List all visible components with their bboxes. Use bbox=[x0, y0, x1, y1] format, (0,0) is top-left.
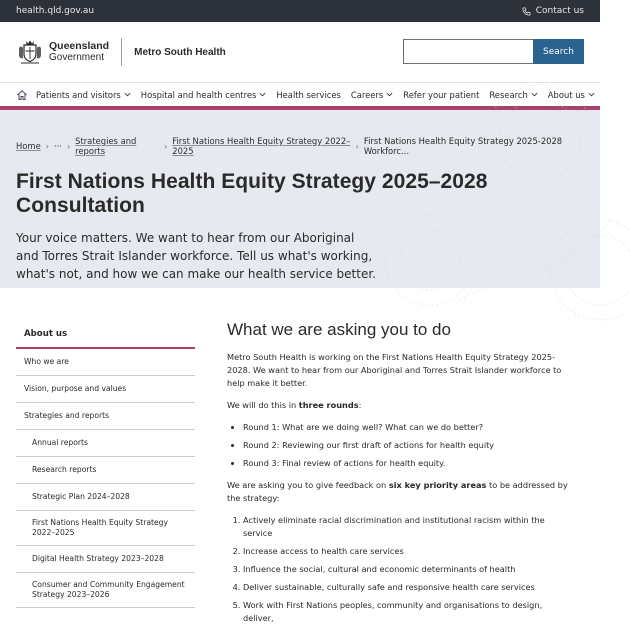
nav-health-services[interactable]: Health services bbox=[276, 89, 341, 100]
sidebar-item-who-we-are[interactable]: Who we are bbox=[16, 349, 195, 376]
search-form bbox=[403, 39, 584, 64]
queensland-government-wordmark[interactable] bbox=[49, 41, 109, 63]
main-article bbox=[227, 320, 572, 634]
chevron-down-icon bbox=[259, 91, 266, 98]
page-banner bbox=[0, 110, 600, 288]
chevron-down-icon bbox=[588, 91, 595, 98]
contact-link[interactable] bbox=[522, 6, 584, 16]
nav-refer-patient[interactable]: Refer your patient bbox=[403, 89, 480, 100]
intro-paragraph: Metro South Health is working on the First Nations Health Equity Strategy 2025-2028. We want to hear from our Aboriginal and Torres Strait Islander workforce to help make it better. bbox=[227, 352, 562, 388]
nav-hospital-health-centres[interactable]: Hospital and health centres bbox=[141, 90, 267, 100]
site-header bbox=[0, 22, 600, 82]
sidebar-heading[interactable]: About us bbox=[16, 321, 195, 349]
page-title: First Nations Health Equity Strategy 2025–2028 Consultation bbox=[16, 170, 488, 217]
search-button[interactable]: Search bbox=[533, 39, 584, 64]
org-name[interactable]: Metro South Health bbox=[134, 46, 226, 58]
site-link[interactable]: health.qld.gov.au bbox=[16, 6, 95, 16]
chevron-down-icon bbox=[531, 91, 538, 98]
chevron-down-icon bbox=[386, 91, 393, 98]
home-icon bbox=[16, 89, 28, 101]
list-item: 1. Actively eliminate racial discrimination and institutional racism within the service bbox=[243, 514, 572, 540]
sidebar-item-digital-health[interactable]: Digital Health Strategy 2023–2028 bbox=[16, 546, 195, 573]
breadcrumb-more[interactable]: ··· bbox=[53, 141, 62, 151]
sidebar-item-vision[interactable]: Vision, purpose and values bbox=[16, 376, 195, 403]
breadcrumb-separator-icon: › bbox=[66, 141, 71, 151]
sidebar-item-consumer-engagement[interactable]: Consumer and Community Engagement Strategy 2023–2026 bbox=[16, 573, 195, 608]
sidebar-item-fn-strategy[interactable]: First Nations Health Equity Strategy 2022–2025 bbox=[16, 511, 195, 546]
rounds-list bbox=[243, 421, 572, 470]
breadcrumb-fn-strategy[interactable]: First Nations Health Equity Strategy 2022–2025 bbox=[172, 136, 351, 156]
sidebar-item-strategic-plan[interactable]: Strategic Plan 2024–2028 bbox=[16, 484, 195, 511]
nav-about-us[interactable]: About us bbox=[548, 90, 595, 100]
list-item: 5. Work with First Nations peoples, community and organisations to design, deliver, bbox=[243, 599, 572, 625]
sidebar-item-annual-reports[interactable]: Annual reports bbox=[16, 430, 195, 457]
list-item: 4. Deliver sustainable, culturally safe and responsive health care services bbox=[243, 581, 572, 594]
sidebar-item-strategies[interactable]: Strategies and reports bbox=[16, 403, 195, 430]
nav-patients-visitors[interactable]: Patients and visitors bbox=[36, 90, 131, 100]
list-item: 2. Increase access to health care services bbox=[243, 545, 572, 558]
queensland-crest-icon[interactable] bbox=[16, 38, 44, 66]
breadcrumb-separator-icon: › bbox=[355, 141, 359, 151]
search-input[interactable] bbox=[403, 39, 533, 64]
breadcrumb-current: First Nations Health Equity Strategy 2025-2028 Workforc... bbox=[363, 136, 563, 156]
logo-divider bbox=[121, 38, 122, 66]
page-lead: Your voice matters. We want to hear from our Aboriginal and Torres Strait Islander workforce. Tell us what's working, what's not, and how we can make our health service better. bbox=[16, 231, 376, 281]
breadcrumb bbox=[16, 136, 584, 156]
sidebar-item-research-reports[interactable]: Research reports bbox=[16, 457, 195, 484]
priorities-intro: We are asking you to give feedback on six key priority areas to be addressed by the strategy: bbox=[227, 480, 568, 503]
section-heading: What we are asking you to do bbox=[227, 320, 451, 339]
utility-bar bbox=[0, 0, 600, 22]
priorities-list bbox=[243, 514, 572, 625]
chevron-down-icon bbox=[124, 91, 131, 98]
list-item: • Round 2: Reviewing our first draft of actions for health equity bbox=[243, 439, 572, 452]
list-item: 3. Influence the social, cultural and economic determinants of health bbox=[243, 563, 572, 576]
list-item: • Round 3: Final review of actions for health equity. bbox=[243, 457, 572, 470]
contact-label: Contact us bbox=[535, 6, 584, 16]
nav-home[interactable] bbox=[16, 88, 28, 102]
breadcrumb-separator-icon: › bbox=[45, 141, 49, 151]
page-content bbox=[0, 288, 600, 623]
qld-line2: Government bbox=[49, 52, 105, 63]
list-item: • Round 1: What are we doing well? What can we do better? bbox=[243, 421, 572, 434]
sidebar-nav bbox=[16, 321, 195, 608]
breadcrumb-strategies[interactable]: Strategies and reports bbox=[75, 136, 137, 156]
rounds-intro: We will do this in three rounds: bbox=[227, 400, 362, 410]
nav-careers[interactable]: Careers bbox=[351, 90, 393, 100]
breadcrumb-separator-icon: › bbox=[164, 141, 168, 151]
qld-line1: Queensland bbox=[49, 40, 110, 52]
phone-icon bbox=[522, 7, 531, 16]
nav-research[interactable]: Research bbox=[489, 90, 537, 100]
breadcrumb-home[interactable]: Home bbox=[16, 141, 41, 151]
